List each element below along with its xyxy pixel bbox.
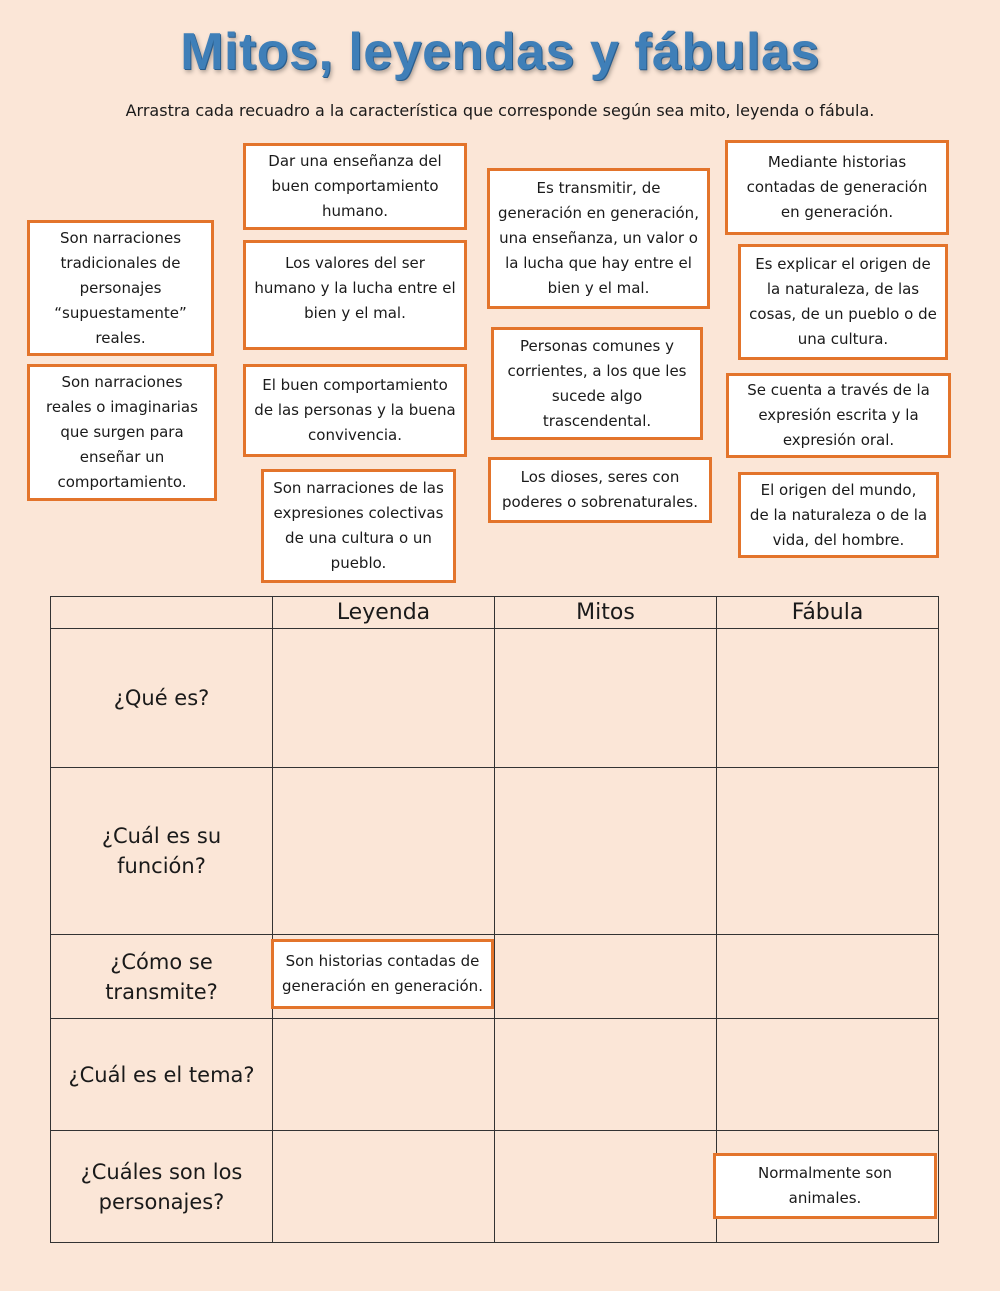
- row-label-transmite: [51, 935, 273, 1019]
- drop-slot[interactable]: [495, 629, 717, 768]
- placed-card[interactable]: Normalmente son animales.: [713, 1153, 937, 1219]
- drag-card[interactable]: Son narraciones tradicionales de personajes “supuestamente” reales.: [27, 220, 214, 356]
- drag-card[interactable]: El origen del mundo, de la naturaleza o de la vida, del hombre.: [738, 472, 939, 558]
- column-header-fabula: Fábula: [717, 597, 939, 629]
- row-label-text: ¿Cuáles son los personajes?: [80, 1159, 243, 1214]
- page-title: Mitos, leyendas y fábulas: [180, 23, 820, 81]
- placed-card[interactable]: Son historias contadas de generación en generación.: [271, 939, 494, 1009]
- drag-card[interactable]: Dar una enseñanza del buen comportamiento humano.: [243, 143, 467, 230]
- drop-slot[interactable]: [495, 1019, 717, 1131]
- drag-card[interactable]: Personas comunes y corrientes, a los que les sucede algo trascendental.: [491, 327, 703, 440]
- drop-slot[interactable]: [273, 629, 495, 768]
- classification-table: [50, 596, 939, 1243]
- drop-slot[interactable]: [273, 1019, 495, 1131]
- drag-card[interactable]: El buen comportamiento de las personas y la buena convivencia.: [243, 364, 467, 457]
- header-empty: [51, 597, 273, 629]
- column-header-mitos: Mitos: [495, 597, 717, 629]
- row-label-que-es: ¿Qué es?: [51, 629, 273, 768]
- drag-card[interactable]: Los dioses, seres con poderes o sobrenaturales.: [488, 457, 712, 523]
- drop-slot[interactable]: [717, 1019, 939, 1131]
- row-label-funcion: [51, 768, 273, 935]
- row-label-text: ¿Cómo se transmite?: [105, 949, 218, 1004]
- drop-slot[interactable]: [495, 768, 717, 935]
- drop-slot[interactable]: [273, 768, 495, 935]
- drop-slot[interactable]: [495, 1131, 717, 1243]
- drop-slot[interactable]: [717, 935, 939, 1019]
- row-label-personajes: [51, 1131, 273, 1243]
- drag-card[interactable]: Es explicar el origen de la naturaleza, de las cosas, de un pueblo o de una cultura.: [738, 244, 948, 360]
- drag-card[interactable]: Es transmitir, de generación en generación, una enseñanza, un valor o la lucha que hay entre el bien y el mal.: [487, 168, 710, 309]
- drag-card[interactable]: Se cuenta a través de la expresión escrita y la expresión oral.: [726, 373, 951, 458]
- drop-slot[interactable]: [273, 1131, 495, 1243]
- drag-card[interactable]: Son narraciones de las expresiones colectivas de una cultura o un pueblo.: [261, 469, 456, 583]
- drag-card[interactable]: Son narraciones reales o imaginarias que surgen para enseñar un comportamiento.: [27, 364, 217, 501]
- drop-slot[interactable]: [495, 935, 717, 1019]
- drop-slot[interactable]: [717, 768, 939, 935]
- drop-slot[interactable]: [717, 629, 939, 768]
- instruction-text: Arrastra cada recuadro a la característica que corresponde según sea mito, leyenda o fábula.: [125, 101, 875, 120]
- drag-card[interactable]: Mediante historias contadas de generación en generación.: [725, 140, 949, 235]
- row-label-tema: ¿Cuál es el tema?: [51, 1019, 273, 1131]
- row-label-text: ¿Cuál es su función?: [101, 824, 222, 878]
- column-header-leyenda: Leyenda: [273, 597, 495, 629]
- drag-card[interactable]: Los valores del ser humano y la lucha entre el bien y el mal.: [243, 240, 467, 350]
